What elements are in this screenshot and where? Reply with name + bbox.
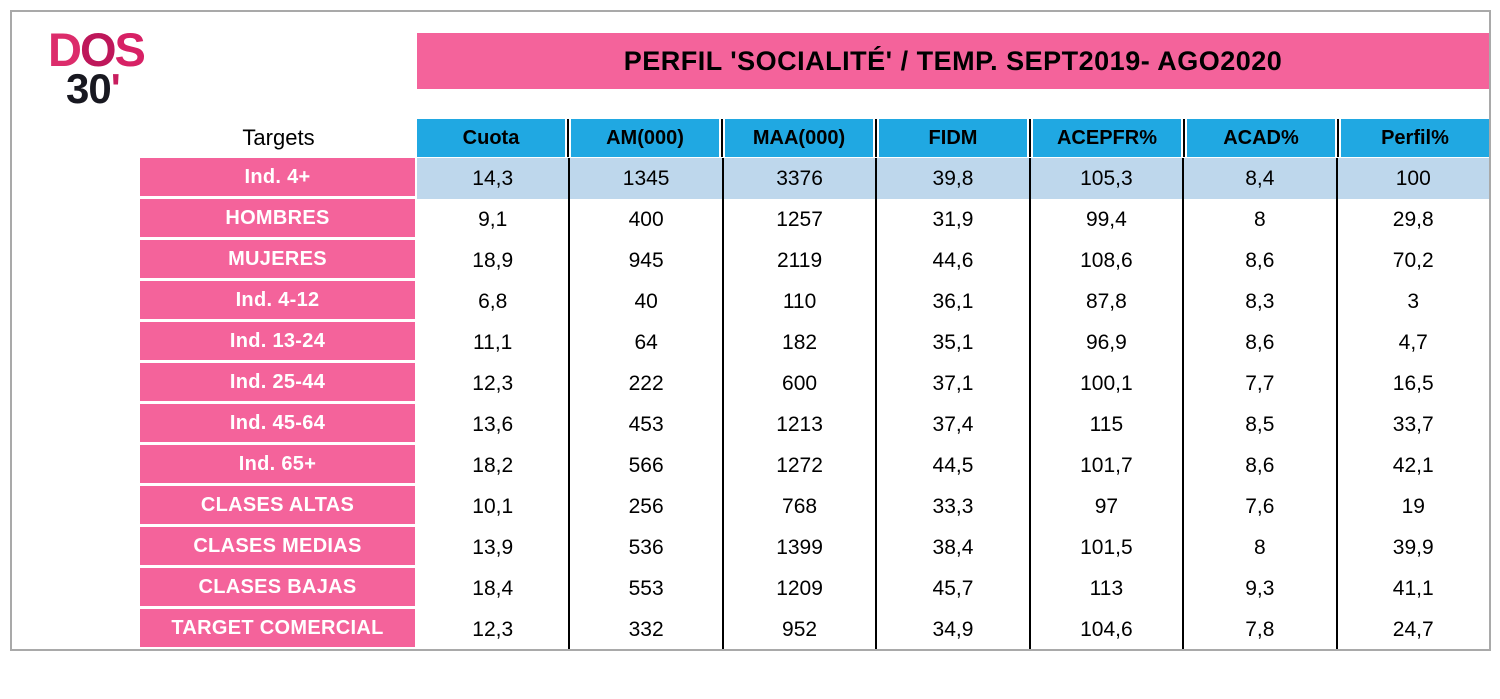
row-cells bbox=[417, 158, 1489, 199]
data-cell: 13,6 bbox=[417, 404, 568, 445]
data-cell: 45,7 bbox=[875, 568, 1028, 609]
data-cell: 1345 bbox=[568, 158, 721, 199]
row-cells bbox=[417, 322, 1489, 363]
logo-number: 30 bbox=[66, 65, 111, 112]
data-cell: 7,6 bbox=[1182, 486, 1335, 527]
data-cell: 34,9 bbox=[875, 609, 1028, 649]
data-cell: 12,3 bbox=[417, 363, 568, 404]
row-label: Ind. 45-64 bbox=[140, 404, 415, 442]
data-cell: 6,8 bbox=[417, 281, 568, 322]
row-cells bbox=[417, 363, 1489, 404]
table-header-row bbox=[140, 119, 1489, 157]
data-cell: 13,9 bbox=[417, 527, 568, 568]
row-cells bbox=[417, 445, 1489, 486]
data-cell: 8,5 bbox=[1182, 404, 1335, 445]
data-cell: 39,9 bbox=[1336, 527, 1489, 568]
row-cells bbox=[417, 568, 1489, 609]
data-cell: 14,3 bbox=[417, 158, 568, 199]
data-cell: 945 bbox=[568, 240, 721, 281]
table-row bbox=[140, 527, 1489, 568]
data-cell: 100,1 bbox=[1029, 363, 1182, 404]
row-label: Ind. 4-12 bbox=[140, 281, 415, 319]
data-cell: 113 bbox=[1029, 568, 1182, 609]
data-cell: 108,6 bbox=[1029, 240, 1182, 281]
column-header-fidm: FIDM bbox=[873, 119, 1027, 157]
row-cells bbox=[417, 199, 1489, 240]
column-header-cuota: Cuota bbox=[417, 119, 565, 157]
data-cell: 24,7 bbox=[1336, 609, 1489, 649]
data-cell: 3 bbox=[1336, 281, 1489, 322]
data-cell: 18,4 bbox=[417, 568, 568, 609]
dos30-logo bbox=[38, 23, 144, 112]
data-cell: 1257 bbox=[722, 199, 875, 240]
data-cell: 8,6 bbox=[1182, 322, 1335, 363]
table-row bbox=[140, 363, 1489, 404]
data-cell: 31,9 bbox=[875, 199, 1028, 240]
data-cell: 9,1 bbox=[417, 199, 568, 240]
table-row bbox=[140, 199, 1489, 240]
table-row bbox=[140, 240, 1489, 281]
data-cell: 8,3 bbox=[1182, 281, 1335, 322]
data-cell: 553 bbox=[568, 568, 721, 609]
data-cell: 1209 bbox=[722, 568, 875, 609]
data-cell: 1272 bbox=[722, 445, 875, 486]
logo-apostrophe: ' bbox=[110, 65, 120, 112]
data-cell: 3376 bbox=[722, 158, 875, 199]
row-label: Ind. 65+ bbox=[140, 445, 415, 483]
data-cell: 16,5 bbox=[1336, 363, 1489, 404]
data-cell: 8 bbox=[1182, 527, 1335, 568]
column-header-am-000: AM(000) bbox=[565, 119, 719, 157]
data-cell: 7,8 bbox=[1182, 609, 1335, 649]
data-cell: 4,7 bbox=[1336, 322, 1489, 363]
logo-letter: O bbox=[79, 23, 115, 76]
row-cells bbox=[417, 281, 1489, 322]
title-bar bbox=[417, 33, 1489, 89]
data-cell: 97 bbox=[1029, 486, 1182, 527]
targets-corner-label: Targets bbox=[140, 119, 417, 157]
table-row bbox=[140, 404, 1489, 445]
column-header-maa-000: MAA(000) bbox=[719, 119, 873, 157]
data-cell: 104,6 bbox=[1029, 609, 1182, 649]
data-cell: 8 bbox=[1182, 199, 1335, 240]
data-cell: 536 bbox=[568, 527, 721, 568]
row-label: MUJERES bbox=[140, 240, 415, 278]
data-cell: 952 bbox=[722, 609, 875, 649]
row-label: Ind. 13-24 bbox=[140, 322, 415, 360]
data-cell: 115 bbox=[1029, 404, 1182, 445]
data-cell: 33,7 bbox=[1336, 404, 1489, 445]
row-label: Ind. 25-44 bbox=[140, 363, 415, 401]
column-header-perfil: Perfil% bbox=[1335, 119, 1489, 157]
data-cell: 101,7 bbox=[1029, 445, 1182, 486]
data-cell: 96,9 bbox=[1029, 322, 1182, 363]
table-body bbox=[140, 158, 1489, 649]
data-cell: 33,3 bbox=[875, 486, 1028, 527]
table-row bbox=[140, 445, 1489, 486]
report-card bbox=[10, 10, 1491, 651]
data-cell: 18,2 bbox=[417, 445, 568, 486]
row-label: CLASES ALTAS bbox=[140, 486, 415, 524]
table-row bbox=[140, 281, 1489, 322]
data-cell: 19 bbox=[1336, 486, 1489, 527]
table-row bbox=[140, 322, 1489, 363]
column-header-acepfr: ACEPFR% bbox=[1027, 119, 1181, 157]
data-cell: 400 bbox=[568, 199, 721, 240]
data-cell: 256 bbox=[568, 486, 721, 527]
data-table bbox=[140, 119, 1489, 649]
data-cell: 8,4 bbox=[1182, 158, 1335, 199]
logo-letter: S bbox=[114, 23, 144, 76]
report-title: PERFIL 'SOCIALITÉ' / TEMP. SEPT2019- AGO2020 bbox=[623, 45, 1283, 76]
data-cell: 7,7 bbox=[1182, 363, 1335, 404]
data-cell: 566 bbox=[568, 445, 721, 486]
data-cell: 10,1 bbox=[417, 486, 568, 527]
data-cell: 768 bbox=[722, 486, 875, 527]
data-cell: 100 bbox=[1336, 158, 1489, 199]
data-cell: 44,6 bbox=[875, 240, 1028, 281]
data-cell: 37,4 bbox=[875, 404, 1028, 445]
data-cell: 1399 bbox=[722, 527, 875, 568]
data-cell: 70,2 bbox=[1336, 240, 1489, 281]
data-cell: 29,8 bbox=[1336, 199, 1489, 240]
table-row bbox=[140, 568, 1489, 609]
data-cell: 600 bbox=[722, 363, 875, 404]
column-headers bbox=[417, 119, 1489, 157]
row-cells bbox=[417, 609, 1489, 649]
data-cell: 42,1 bbox=[1336, 445, 1489, 486]
data-cell: 38,4 bbox=[875, 527, 1028, 568]
data-cell: 40 bbox=[568, 281, 721, 322]
column-header-acad: ACAD% bbox=[1181, 119, 1335, 157]
data-cell: 453 bbox=[568, 404, 721, 445]
row-label: CLASES MEDIAS bbox=[140, 527, 415, 565]
logo-letter: D bbox=[48, 23, 80, 76]
data-cell: 1213 bbox=[722, 404, 875, 445]
data-cell: 44,5 bbox=[875, 445, 1028, 486]
data-cell: 35,1 bbox=[875, 322, 1028, 363]
data-cell: 9,3 bbox=[1182, 568, 1335, 609]
row-label: TARGET COMERCIAL bbox=[140, 609, 415, 647]
data-cell: 64 bbox=[568, 322, 721, 363]
data-cell: 105,3 bbox=[1029, 158, 1182, 199]
data-cell: 332 bbox=[568, 609, 721, 649]
data-cell: 8,6 bbox=[1182, 240, 1335, 281]
row-cells bbox=[417, 486, 1489, 527]
data-cell: 37,1 bbox=[875, 363, 1028, 404]
data-cell: 182 bbox=[722, 322, 875, 363]
table-row bbox=[140, 486, 1489, 527]
row-cells bbox=[417, 404, 1489, 445]
table-row bbox=[140, 158, 1489, 199]
data-cell: 39,8 bbox=[875, 158, 1028, 199]
data-cell: 41,1 bbox=[1336, 568, 1489, 609]
data-cell: 12,3 bbox=[417, 609, 568, 649]
data-cell: 222 bbox=[568, 363, 721, 404]
row-label: CLASES BAJAS bbox=[140, 568, 415, 606]
data-cell: 11,1 bbox=[417, 322, 568, 363]
row-cells bbox=[417, 240, 1489, 281]
data-cell: 18,9 bbox=[417, 240, 568, 281]
row-label: Ind. 4+ bbox=[140, 158, 415, 196]
table-row bbox=[140, 609, 1489, 649]
row-label: HOMBRES bbox=[140, 199, 415, 237]
data-cell: 8,6 bbox=[1182, 445, 1335, 486]
data-cell: 101,5 bbox=[1029, 527, 1182, 568]
row-cells bbox=[417, 527, 1489, 568]
data-cell: 87,8 bbox=[1029, 281, 1182, 322]
data-cell: 36,1 bbox=[875, 281, 1028, 322]
data-cell: 2119 bbox=[722, 240, 875, 281]
data-cell: 99,4 bbox=[1029, 199, 1182, 240]
data-cell: 110 bbox=[722, 281, 875, 322]
